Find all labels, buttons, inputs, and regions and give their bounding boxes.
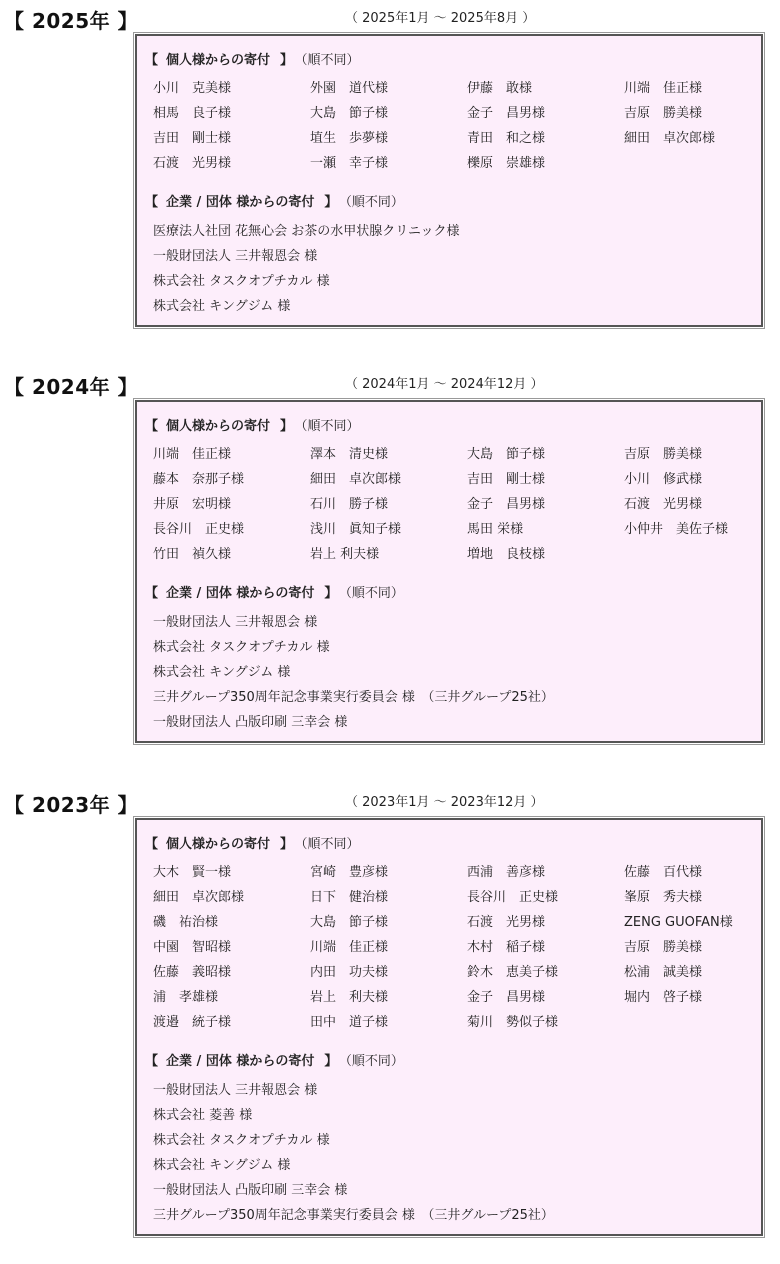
bracket-close: 】 (324, 1054, 338, 1069)
corporate-donations-header (145, 1053, 404, 1071)
donor-name: 浦 孝雄様 (153, 990, 219, 1005)
organization-name: 三井グループ350周年記念事業実行委員会 様 （三井グループ25社） (153, 1208, 554, 1223)
bracket-open: 【 (145, 195, 159, 210)
donor-name: 大島 節子様 (310, 106, 389, 121)
year-heading: 【 2025年 】 (4, 9, 139, 33)
donor-name: 増地 良枝様 (467, 547, 546, 562)
organization-name: 一般財団法人 凸版印刷 三幸会 様 (153, 715, 348, 730)
corporate-label: 企業 / 団体 様からの寄付 (166, 195, 315, 210)
individual-label: 個人様からの寄付 (166, 419, 271, 434)
organization-name: 医療法人社団 花無心会 お茶の水甲状腺クリニック様 (153, 224, 460, 239)
donor-name: 金子 昌男様 (467, 990, 546, 1005)
donor-name: 長谷川 正史様 (467, 890, 559, 905)
donor-name: 堀内 啓子様 (624, 990, 703, 1005)
donor-name: 大木 賢一様 (153, 865, 232, 880)
donor-name: 小川 克美様 (153, 81, 232, 96)
organization-name: 株式会社 キングジム 様 (153, 665, 291, 680)
donor-name: 吉田 剛士様 (467, 472, 546, 487)
individual-donations-header (145, 52, 360, 70)
organization-name: 株式会社 タスクオプチカル 様 (153, 274, 330, 289)
bracket-close: 】 (280, 53, 294, 68)
order-note: （順不同） (345, 1054, 404, 1069)
donor-name: 鈴木 恵美子様 (467, 965, 559, 980)
organization-name: 株式会社 タスクオプチカル 様 (153, 1133, 330, 1148)
order-note: （順不同） (301, 53, 360, 68)
donor-name: 日下 健治様 (310, 890, 389, 905)
bracket-open: 【 (145, 53, 159, 68)
donor-name: 内田 功夫様 (310, 965, 389, 980)
donor-name: 中園 智昭様 (153, 940, 232, 955)
individual-label: 個人様からの寄付 (166, 837, 271, 852)
donor-name: 石渡 光男様 (467, 915, 546, 930)
donor-name: 松浦 誠美様 (624, 965, 703, 980)
organization-name: 一般財団法人 三井報恩会 様 (153, 249, 318, 264)
donor-name: 川端 佳正様 (624, 81, 703, 96)
order-note: （順不同） (301, 837, 360, 852)
bracket-open: 【 (145, 837, 159, 852)
donor-name: ZENG GUOFAN様 (624, 915, 733, 930)
organization-name: 株式会社 キングジム 様 (153, 299, 291, 314)
corporate-donations-header (145, 585, 404, 603)
donor-name: 佐藤 百代様 (624, 865, 703, 880)
organization-name: 株式会社 キングジム 様 (153, 1158, 291, 1173)
donation-box (135, 34, 763, 327)
donor-name: 磯 祐治様 (153, 915, 219, 930)
donor-name: 細田 卓次郎様 (153, 890, 245, 905)
donor-name: 金子 昌男様 (467, 106, 546, 121)
donor-name: 井原 宏明様 (153, 497, 232, 512)
order-note: （順不同） (345, 586, 404, 601)
donor-name: 馬田 栄様 (467, 522, 524, 537)
donor-name: 竹田 禎久様 (153, 547, 232, 562)
donor-name: 大島 節子様 (310, 915, 389, 930)
donor-name: 相馬 良子様 (153, 106, 232, 121)
donor-name: 吉原 勝美様 (624, 106, 703, 121)
individual-label: 個人様からの寄付 (166, 53, 271, 68)
donor-name: 川端 佳正様 (153, 447, 232, 462)
donor-name: 佐藤 義昭様 (153, 965, 232, 980)
donor-name: 金子 昌男様 (467, 497, 546, 512)
donor-name: 田中 道子様 (310, 1015, 389, 1030)
bracket-close: 】 (324, 195, 338, 210)
bracket-open: 【 (145, 419, 159, 434)
donor-name: 長谷川 正史様 (153, 522, 245, 537)
organization-name: 一般財団法人 三井報恩会 様 (153, 615, 318, 630)
donor-name: 大島 節子様 (467, 447, 546, 462)
year-heading: 【 2024年 】 (4, 375, 139, 399)
donor-name: 岩上 利夫様 (310, 547, 380, 562)
donor-name: 一瀬 幸子様 (310, 156, 389, 171)
order-note: （順不同） (301, 419, 360, 434)
year-heading: 【 2023年 】 (4, 793, 139, 817)
donation-box (135, 818, 763, 1236)
organization-name: 一般財団法人 凸版印刷 三幸会 様 (153, 1183, 348, 1198)
donor-name: 川端 佳正様 (310, 940, 389, 955)
bracket-open: 【 (145, 586, 159, 601)
donor-name: 吉田 剛士様 (153, 131, 232, 146)
organization-name: 株式会社 菱善 様 (153, 1108, 253, 1123)
donation-box (135, 400, 763, 743)
donor-name: 吉原 勝美様 (624, 940, 703, 955)
period-range: （ 2023年1月 〜 2023年12月 ） (345, 795, 544, 810)
donor-name: 石渡 光男様 (153, 156, 232, 171)
donor-name: 石渡 光男様 (624, 497, 703, 512)
donor-name: 木村 稲子様 (467, 940, 546, 955)
donor-name: 吉原 勝美様 (624, 447, 703, 462)
donor-name: 石川 勝子様 (310, 497, 389, 512)
corporate-label: 企業 / 団体 様からの寄付 (166, 586, 315, 601)
individual-donations-header (145, 836, 360, 854)
donor-name: 岩上 利夫様 (310, 990, 389, 1005)
period-range: （ 2024年1月 〜 2024年12月 ） (345, 377, 544, 392)
donor-name: 西浦 善彦様 (467, 865, 546, 880)
donor-name: 伊藤 敢様 (467, 81, 533, 96)
donor-name: 小仲井 美佐子様 (624, 522, 729, 537)
donor-name: 澤本 清史様 (310, 447, 389, 462)
corporate-donations-header (145, 194, 404, 212)
donor-name: 峯原 秀夫様 (624, 890, 703, 905)
donor-name: 小川 修武様 (624, 472, 703, 487)
bracket-close: 】 (280, 419, 294, 434)
donor-name: 埴生 歩夢様 (310, 131, 389, 146)
donor-name: 宮崎 豊彦様 (310, 865, 389, 880)
corporate-label: 企業 / 団体 様からの寄付 (166, 1054, 315, 1069)
donor-name: 菊川 勢似子様 (467, 1015, 559, 1030)
donor-name: 渡邉 統子様 (153, 1015, 232, 1030)
bracket-close: 】 (324, 586, 338, 601)
individual-donations-header (145, 418, 360, 436)
organization-name: 株式会社 タスクオプチカル 様 (153, 640, 330, 655)
organization-name: 一般財団法人 三井報恩会 様 (153, 1083, 318, 1098)
donor-name: 外園 道代様 (310, 81, 389, 96)
donor-name: 細田 卓次郎様 (624, 131, 716, 146)
period-range: （ 2025年1月 〜 2025年8月 ） (345, 11, 536, 26)
donor-name: 櫟原 崇雄様 (467, 156, 546, 171)
donor-name: 浅川 眞知子様 (310, 522, 402, 537)
organization-name: 三井グループ350周年記念事業実行委員会 様 （三井グループ25社） (153, 690, 554, 705)
bracket-close: 】 (280, 837, 294, 852)
donor-name: 藤本 奈那子様 (153, 472, 245, 487)
donor-name: 青田 和之様 (467, 131, 546, 146)
order-note: （順不同） (345, 195, 404, 210)
donor-name: 細田 卓次郎様 (310, 472, 402, 487)
bracket-open: 【 (145, 1054, 159, 1069)
